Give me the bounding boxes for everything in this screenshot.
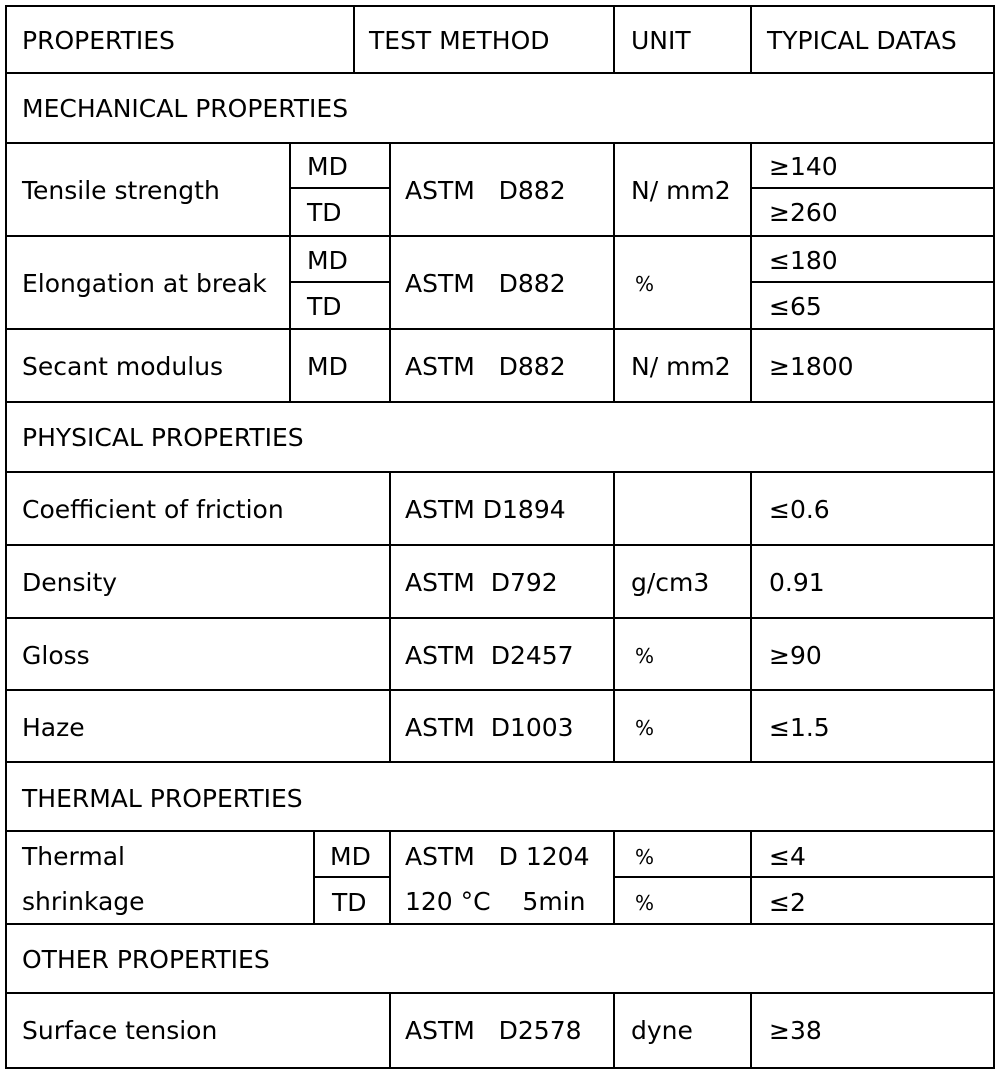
gloss-value: ≥90 bbox=[769, 641, 822, 670]
density-value: 0.91 bbox=[769, 568, 825, 597]
density-label: Density bbox=[22, 568, 118, 597]
tensile-method: ASTM D882 bbox=[405, 176, 566, 205]
elongation-td-label: TD bbox=[307, 292, 342, 321]
elongation-md-label: MD bbox=[307, 246, 348, 275]
header-test-method: TEST METHOD bbox=[369, 26, 550, 55]
haze-unit: % bbox=[635, 716, 655, 740]
friction-label: Coefficient of friction bbox=[22, 495, 284, 524]
tensile-md-value: ≥140 bbox=[769, 152, 838, 181]
shrinkage-td-label: TD bbox=[332, 888, 367, 917]
section-mechanical-title: MECHANICAL PROPERTIES bbox=[22, 94, 349, 123]
gloss-unit: % bbox=[635, 644, 655, 668]
surface-tension-label: Surface tension bbox=[22, 1016, 218, 1045]
elongation-unit: % bbox=[635, 272, 655, 296]
secant-md-label: MD bbox=[307, 352, 348, 381]
elongation-md-value: ≤180 bbox=[769, 246, 838, 275]
secant-method: ASTM D882 bbox=[405, 352, 566, 381]
shrinkage-label-line1: Thermal bbox=[22, 842, 125, 871]
elongation-label: Elongation at break bbox=[22, 269, 267, 298]
shrinkage-md-label: MD bbox=[330, 842, 371, 871]
section-thermal-title: THERMAL PROPERTIES bbox=[22, 784, 303, 813]
elongation-td-value: ≤65 bbox=[769, 292, 822, 321]
header-properties: PROPERTIES bbox=[22, 26, 175, 55]
section-other-title: OTHER PROPERTIES bbox=[22, 945, 270, 974]
shrinkage-method-line1: ASTM D 1204 bbox=[405, 842, 590, 871]
surface-tension-method: ASTM D2578 bbox=[405, 1016, 582, 1045]
elongation-method: ASTM D882 bbox=[405, 269, 566, 298]
secant-value: ≥1800 bbox=[769, 352, 854, 381]
tensile-unit: N/ mm2 bbox=[631, 176, 731, 205]
section-physical-title: PHYSICAL PROPERTIES bbox=[22, 423, 304, 452]
shrinkage-td-unit: % bbox=[635, 891, 655, 915]
shrinkage-md-unit: % bbox=[635, 845, 655, 869]
header-unit: UNIT bbox=[631, 26, 691, 55]
tensile-md-label: MD bbox=[307, 152, 348, 181]
haze-value: ≤1.5 bbox=[769, 713, 830, 742]
friction-method: ASTM D1894 bbox=[405, 495, 566, 524]
tensile-strength-label: Tensile strength bbox=[22, 176, 220, 205]
secant-modulus-label: Secant modulus bbox=[22, 352, 224, 381]
gloss-method: ASTM D2457 bbox=[405, 641, 574, 670]
header-typical-datas: TYPICAL DATAS bbox=[767, 26, 957, 55]
shrinkage-label-line2: shrinkage bbox=[22, 887, 145, 916]
tensile-td-value: ≥260 bbox=[769, 198, 838, 227]
shrinkage-td-value: ≤2 bbox=[769, 888, 806, 917]
haze-method: ASTM D1003 bbox=[405, 713, 574, 742]
haze-label: Haze bbox=[22, 713, 85, 742]
shrinkage-method-line2: 120 °C 5min bbox=[405, 887, 586, 916]
gloss-label: Gloss bbox=[22, 641, 90, 670]
surface-tension-unit: dyne bbox=[631, 1016, 693, 1045]
surface-tension-value: ≥38 bbox=[769, 1016, 822, 1045]
density-method: ASTM D792 bbox=[405, 568, 558, 597]
density-unit: g/cm3 bbox=[631, 568, 710, 597]
tensile-td-label: TD bbox=[307, 198, 342, 227]
shrinkage-md-value: ≤4 bbox=[769, 842, 806, 871]
properties-table bbox=[5, 5, 995, 1069]
secant-unit: N/ mm2 bbox=[631, 352, 731, 381]
friction-value: ≤0.6 bbox=[769, 495, 830, 524]
